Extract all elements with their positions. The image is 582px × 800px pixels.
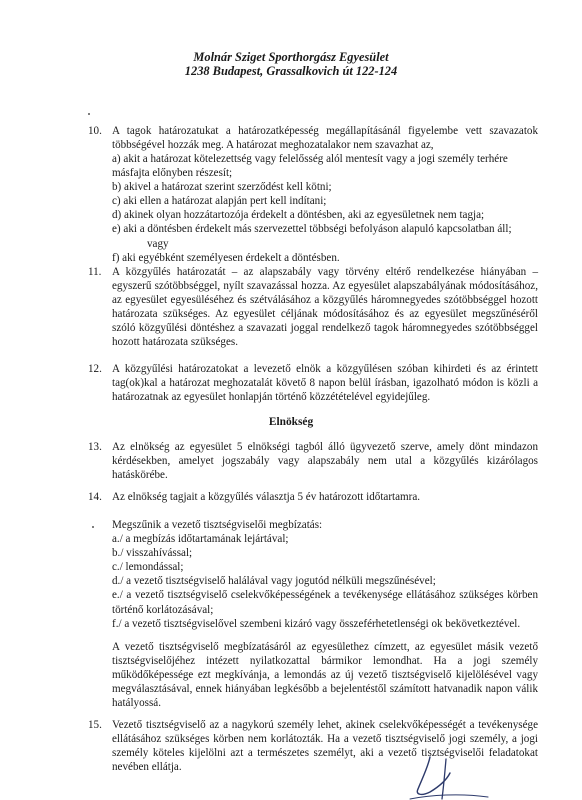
termination-block — [112, 518, 538, 631]
list-item: c./ lemondással; — [112, 561, 184, 574]
termination-intro: Megszűnik a vezető tisztségviselői megbízatás: — [112, 519, 323, 531]
organization-name: Molnár Sziget Sporthorgász Egyesület — [193, 50, 389, 64]
list-item: vagy — [147, 237, 169, 250]
list-item: b) akivel a határozat szerint szerződést kell kötni; — [112, 181, 332, 194]
list-item: f./ a vezető tisztségviselővel szembeni kizáró vagy összeférhetetlenségi ok bekövetkeztével. — [112, 617, 521, 630]
list-item: a) akit a határozat kötelezettség vagy felelősség alól mentesít vagy a jogi személy terhére másfajta előnyben részesít; — [112, 153, 508, 180]
scan-speck — [92, 526, 94, 528]
handwritten-signature — [400, 755, 490, 800]
list-item: d) akinek olyan hozzátartozója érdekelt a döntésben, aki az egyesületnek nem tagja; — [112, 209, 485, 222]
list-item: d./ a vezető tisztségviselő halálával vagy jogutód nélküli megszűnésével; — [112, 575, 436, 588]
section-number: 11. — [88, 266, 102, 278]
resignation-text: A vezető tisztségviselő megbízatásáról az egyesülethez címzett, az egyesület másik vezető tisztségviselőjéhez intézett nyilatkozattal bármikor lemondhat. Ha a jogi személy működőképessége ezt megkívánja, a lemondás az új vezető tisztségviselő kijelölésével vagy megválasztásával, ennek hiányában legkésőbb a bejelentéstől számított hatvanadik napon válik hatályossá. — [112, 641, 538, 710]
section-number: 15. — [88, 719, 102, 731]
list-item: a./ a megbízás időtartamának lejártával; — [112, 533, 289, 546]
section-10-list — [112, 152, 538, 265]
section-15-text: Vezető tisztségviselő az a nagykorú személy lehet, akinek cselekvőképességét a tevékenysége ellátásához szükséges körben nem korlátozták. Ha a vezető tisztségviselő jogi személy, a jogi személy köteles kijelölni azt a természetes személyt, aki a vezető tisztségviselői feladatokat nevében ellátja. — [112, 719, 538, 774]
section-number: 12. — [88, 363, 102, 375]
section-10-intro: A tagok határozatukat a határozatképesség megállapításánál figyelembe vett szavazatok többségével hozzák meg. A határozat meghozatalakor nem szavazhat az, — [112, 125, 538, 152]
list-item: e) aki a döntésben érdekelt más szervezettel többségi befolyáson alapuló kapcsolatban áll; — [112, 223, 512, 236]
section-heading: Elnökség — [268, 416, 314, 428]
scan-speck — [88, 113, 90, 115]
list-item: c) aki ellen a határozat alapján pert kell indítani; — [112, 195, 327, 208]
section-number: 14. — [88, 491, 102, 503]
section-13-text: Az elnökség az egyesület 5 elnökségi tagból álló ügyvezető szerve, amely dönt mindazon kérdésekben, amelyet jogszabály vagy alapszabály nem utal a közgyűlés kizárólagos hatáskörébe. — [112, 441, 538, 482]
section-14-text: Az elnökség tagjait a közgyűlés választja 5 év határozott időtartamra. — [112, 491, 421, 503]
letterhead — [0, 50, 582, 78]
list-item: b./ visszahívással; — [112, 547, 193, 560]
list-item: e./ a vezető tisztségviselő cselekvőképességének a tevékenysége ellátásához szükséges körben történő korlátozásával; — [112, 589, 538, 616]
section-number: 10. — [88, 125, 102, 137]
section-number: 13. — [88, 441, 102, 453]
organization-address: 1238 Budapest, Grassalkovich út 122-124 — [184, 64, 398, 78]
section-12-text: A közgyűlési határozatokat a levezető elnök a közgyűlésen szóban kihirdeti és az érintett tag(ok)kal a határozat meghozatalát követő 8 napon belül írásban, igazolható módon is közli a határozatnak az egyesület honlapján történő közzétételével egyidejűleg. — [112, 363, 538, 404]
list-item: f) aki egyébként személyesen érdekelt a döntésben. — [112, 251, 340, 264]
section-11-text: A közgyűlés határozatát – az alapszabály vagy törvény eltérő rendelkezése hiányában – egyszerű szótöbbséggel, nyílt szavazással hozza. Az egyesület alapszabályának módosításához, az egyesület egyesüléséhez és szétválásához a közgyűlés háromnegyedes szótöbbséggel hozott határozata szükséges. Az egyesület céljának módosításához és az egyesület megszűnéséről szóló közgyűlési döntéshez a szavazati joggal rendelkező tagok háromnegyedes szótöbbséggel hozott határozata szükséges. — [112, 266, 538, 349]
